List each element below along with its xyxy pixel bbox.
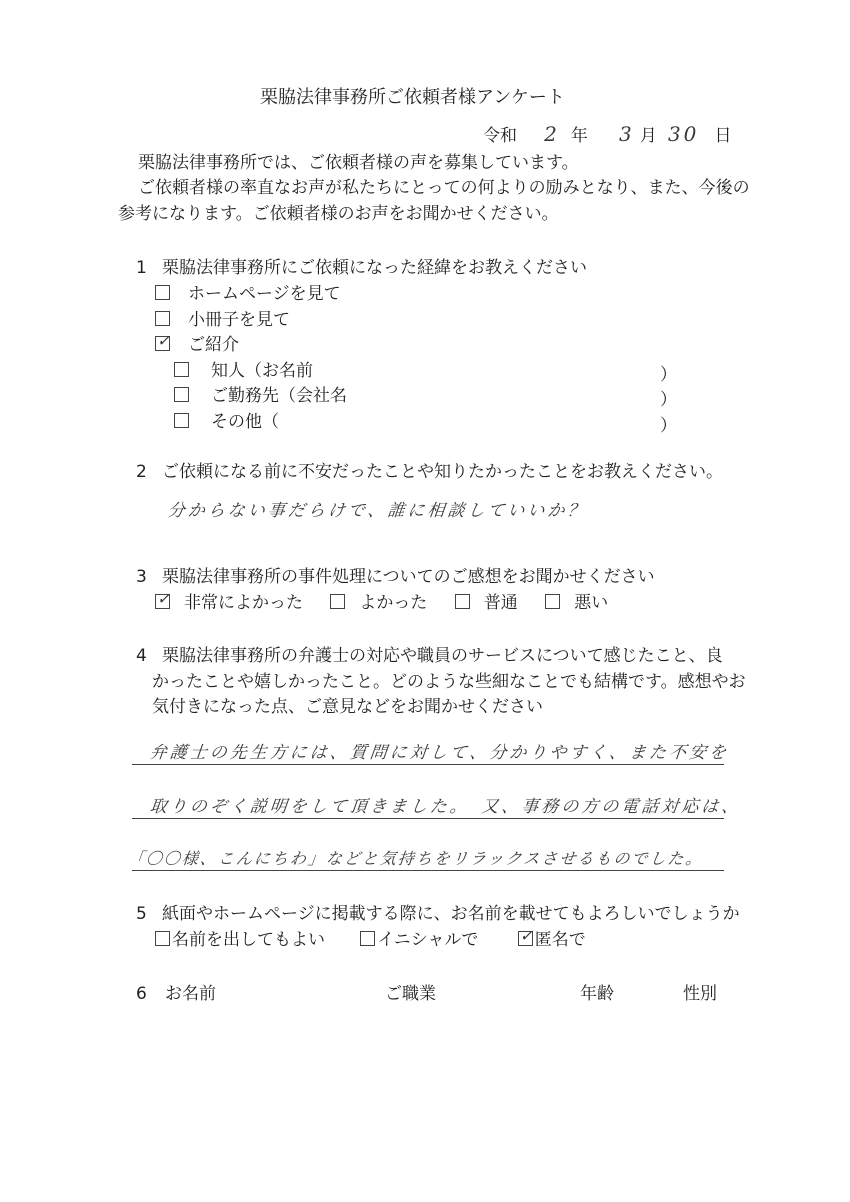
q2-question: ご依頼になる前に不安だったことや知りたかったことをお教えください。 bbox=[162, 462, 723, 482]
paren-close: ） bbox=[660, 390, 677, 410]
q4-answer-line-2: 取りのぞく説明をして頂きました。 又、事務の方の電話対応は、 bbox=[148, 797, 743, 817]
answer-rule bbox=[132, 818, 724, 819]
q6-gender-label: 性別 bbox=[683, 984, 717, 1004]
checkbox[interactable] bbox=[174, 387, 189, 402]
q3-number: 3 bbox=[136, 567, 147, 587]
intro-line-2: ご依頼者様の率直なお声が私たちにとっての何よりの励みとなり、また、今後の bbox=[138, 178, 750, 198]
q5-question: 紙面やホームページに掲載する際に、お名前を載せてもよろしいでしょうか bbox=[162, 904, 740, 924]
checkbox[interactable]: ✓ bbox=[518, 931, 533, 946]
q6-name-label: お名前 bbox=[165, 984, 216, 1004]
paren-close: ） bbox=[660, 365, 677, 385]
q1-option-homepage[interactable] bbox=[155, 283, 341, 305]
q4-number: 4 bbox=[136, 646, 147, 666]
checkbox[interactable] bbox=[455, 594, 470, 609]
checkbox[interactable] bbox=[360, 931, 375, 946]
q4-question-line-1: 栗脇法律事務所の弁護士の対応や職員のサービスについて感じたこと、良 bbox=[162, 646, 723, 666]
checkbox[interactable] bbox=[174, 413, 189, 428]
page-title: 栗脇法律事務所ご依頼者様アンケート bbox=[260, 87, 565, 108]
q6-job-label: ご職業 bbox=[385, 984, 436, 1004]
q1-option-booklet[interactable] bbox=[155, 309, 290, 331]
answer-rule bbox=[132, 870, 724, 871]
q4-answer-line-3: 「〇〇様、こんにちわ」などと気持ちをリラックスさせるものでした。 bbox=[126, 849, 705, 868]
q1-question: 栗脇法律事務所にご依頼になった経緯をお教えください bbox=[162, 258, 587, 278]
checkbox[interactable] bbox=[545, 594, 560, 609]
q6-number: 6 bbox=[136, 984, 147, 1004]
q1-sub-workplace[interactable] bbox=[174, 385, 347, 407]
q1-sub-other[interactable] bbox=[174, 411, 279, 433]
option-label: ホームページを見て bbox=[188, 284, 341, 304]
q1-number: 1 bbox=[136, 258, 147, 278]
q1-option-referral[interactable] bbox=[155, 330, 239, 356]
option-label: ご紹介 bbox=[188, 335, 239, 355]
q4-answer-line-1: 弁護士の先生方には、質問に対して、分かりやすく、また不安を bbox=[148, 743, 731, 763]
checkbox[interactable]: ✓ bbox=[155, 594, 170, 609]
date-year: 2 bbox=[544, 122, 560, 146]
checkbox[interactable] bbox=[155, 931, 170, 946]
date-year-unit: 年 bbox=[570, 126, 588, 146]
checkbox[interactable] bbox=[155, 311, 170, 326]
checkbox[interactable] bbox=[330, 594, 345, 609]
date-month-unit: 月 bbox=[639, 126, 657, 146]
q1-sub-acquaintance[interactable] bbox=[174, 360, 313, 382]
q3-options bbox=[155, 588, 609, 614]
q3-option-bad[interactable]: 悪い bbox=[545, 593, 608, 613]
answer-rule bbox=[132, 764, 724, 765]
paren-close: ） bbox=[660, 416, 677, 436]
q6-age-label: 年齢 bbox=[580, 984, 614, 1004]
q5-number: 5 bbox=[136, 904, 147, 924]
option-label: その他（ bbox=[211, 412, 279, 432]
option-label: ご勤務先（会社名 bbox=[211, 386, 347, 406]
checkbox[interactable] bbox=[174, 362, 189, 377]
q4-question-line-3: 気付きになった点、ご意見などをお聞かせください bbox=[152, 697, 543, 717]
checkbox[interactable] bbox=[155, 285, 170, 300]
q5-option-name-ok[interactable]: 名前を出してもよい bbox=[155, 930, 325, 950]
q3-option-good[interactable]: よかった bbox=[330, 593, 427, 613]
q2-answer: 分からない事だらけで、誰に相談していいか？ bbox=[166, 501, 589, 521]
option-label: 知人（お名前 bbox=[211, 361, 313, 381]
q3-question: 栗脇法律事務所の事件処理についてのご感想をお聞かせください bbox=[162, 567, 655, 587]
option-label: 小冊子を見て bbox=[188, 310, 290, 330]
date-day-unit: 日 bbox=[714, 126, 732, 146]
q5-option-initials[interactable]: イニシャルで bbox=[360, 930, 478, 950]
q3-option-average[interactable]: 普通 bbox=[455, 593, 518, 613]
intro-line-3: 参考になります。ご依頼者様のお声をお聞かせください。 bbox=[118, 204, 559, 224]
q2-number: 2 bbox=[136, 462, 147, 482]
date-day: 30 bbox=[667, 122, 700, 146]
date bbox=[483, 122, 731, 147]
q4-question-line-2: かったことや嬉しかったこと。どのような些細なことでも結構です。感想やお bbox=[152, 672, 746, 692]
date-era: 令和 bbox=[483, 126, 517, 146]
q5-options bbox=[155, 925, 586, 951]
date-month: 3 bbox=[619, 122, 635, 146]
q5-option-anonymous[interactable]: ✓ 匿名で bbox=[518, 930, 586, 950]
intro-line-1: 栗脇法律事務所では、ご依頼者様の声を募集しています。 bbox=[138, 153, 579, 173]
checkbox[interactable]: ✓ bbox=[155, 336, 170, 351]
q3-option-very-good[interactable]: ✓ 非常によかった bbox=[155, 593, 303, 613]
